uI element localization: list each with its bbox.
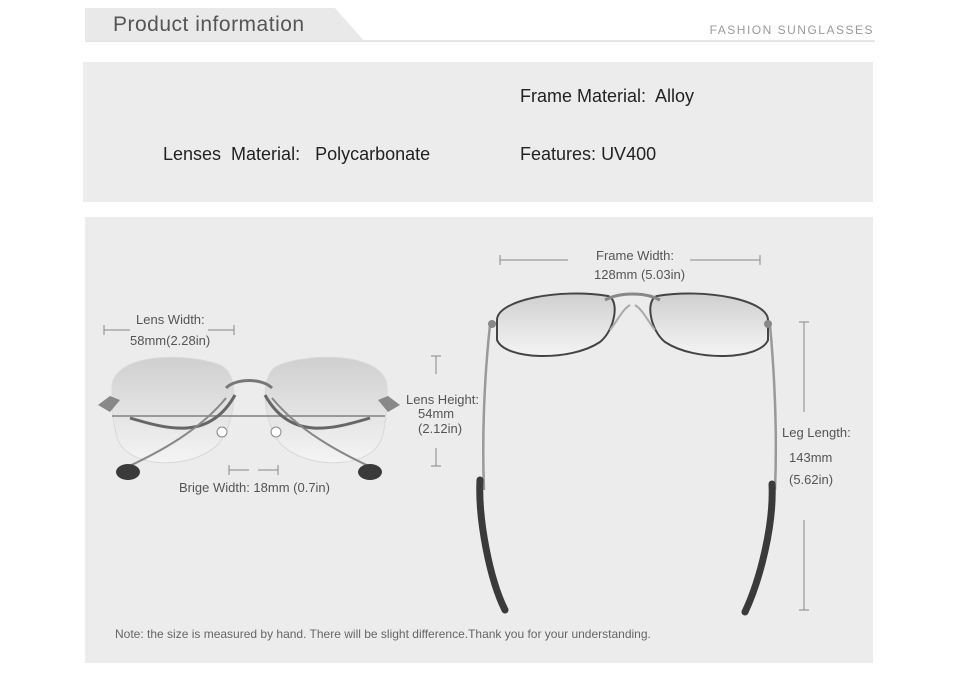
leg-length-label: Leg Length:	[782, 425, 851, 440]
page-title: Product information	[113, 13, 305, 36]
leg-length-arrow	[799, 322, 809, 610]
category-label: FASHION SUNGLASSES	[709, 23, 874, 37]
lenses-material-label: Lenses Material:	[163, 144, 301, 164]
leg-length-mm: 143mm	[789, 450, 833, 465]
frame-width-label: Frame Width:	[596, 248, 675, 263]
frame-material-label: Frame Material:	[520, 86, 647, 106]
lens-width-value: 58mm(2.28in)	[130, 333, 211, 348]
features-value: UV400	[601, 144, 657, 164]
measurement-note: Note: the size is measured by hand. There will be slight difference.Thank you for your understanding.	[115, 627, 651, 641]
lenses-material-value: Polycarbonate	[315, 144, 431, 164]
frame-width-value: 128mm (5.03in)	[594, 267, 686, 282]
lens-height-mm: 54mm	[418, 406, 455, 421]
features-label: Features:	[520, 144, 597, 164]
front-view-glasses	[98, 357, 400, 480]
lens-height-in: (2.12in)	[418, 421, 463, 436]
frame-material-value: Alloy	[655, 86, 695, 106]
lens-width-label: Lens Width:	[136, 312, 205, 327]
bridge-width-arrow	[229, 465, 278, 475]
top-view-glasses	[480, 293, 776, 612]
lens-height-label: Lens Height:	[406, 392, 479, 407]
leg-length-in: (5.62in)	[789, 472, 834, 487]
bridge-width-label: Brige Width: 18mm (0.7in)	[179, 480, 330, 495]
